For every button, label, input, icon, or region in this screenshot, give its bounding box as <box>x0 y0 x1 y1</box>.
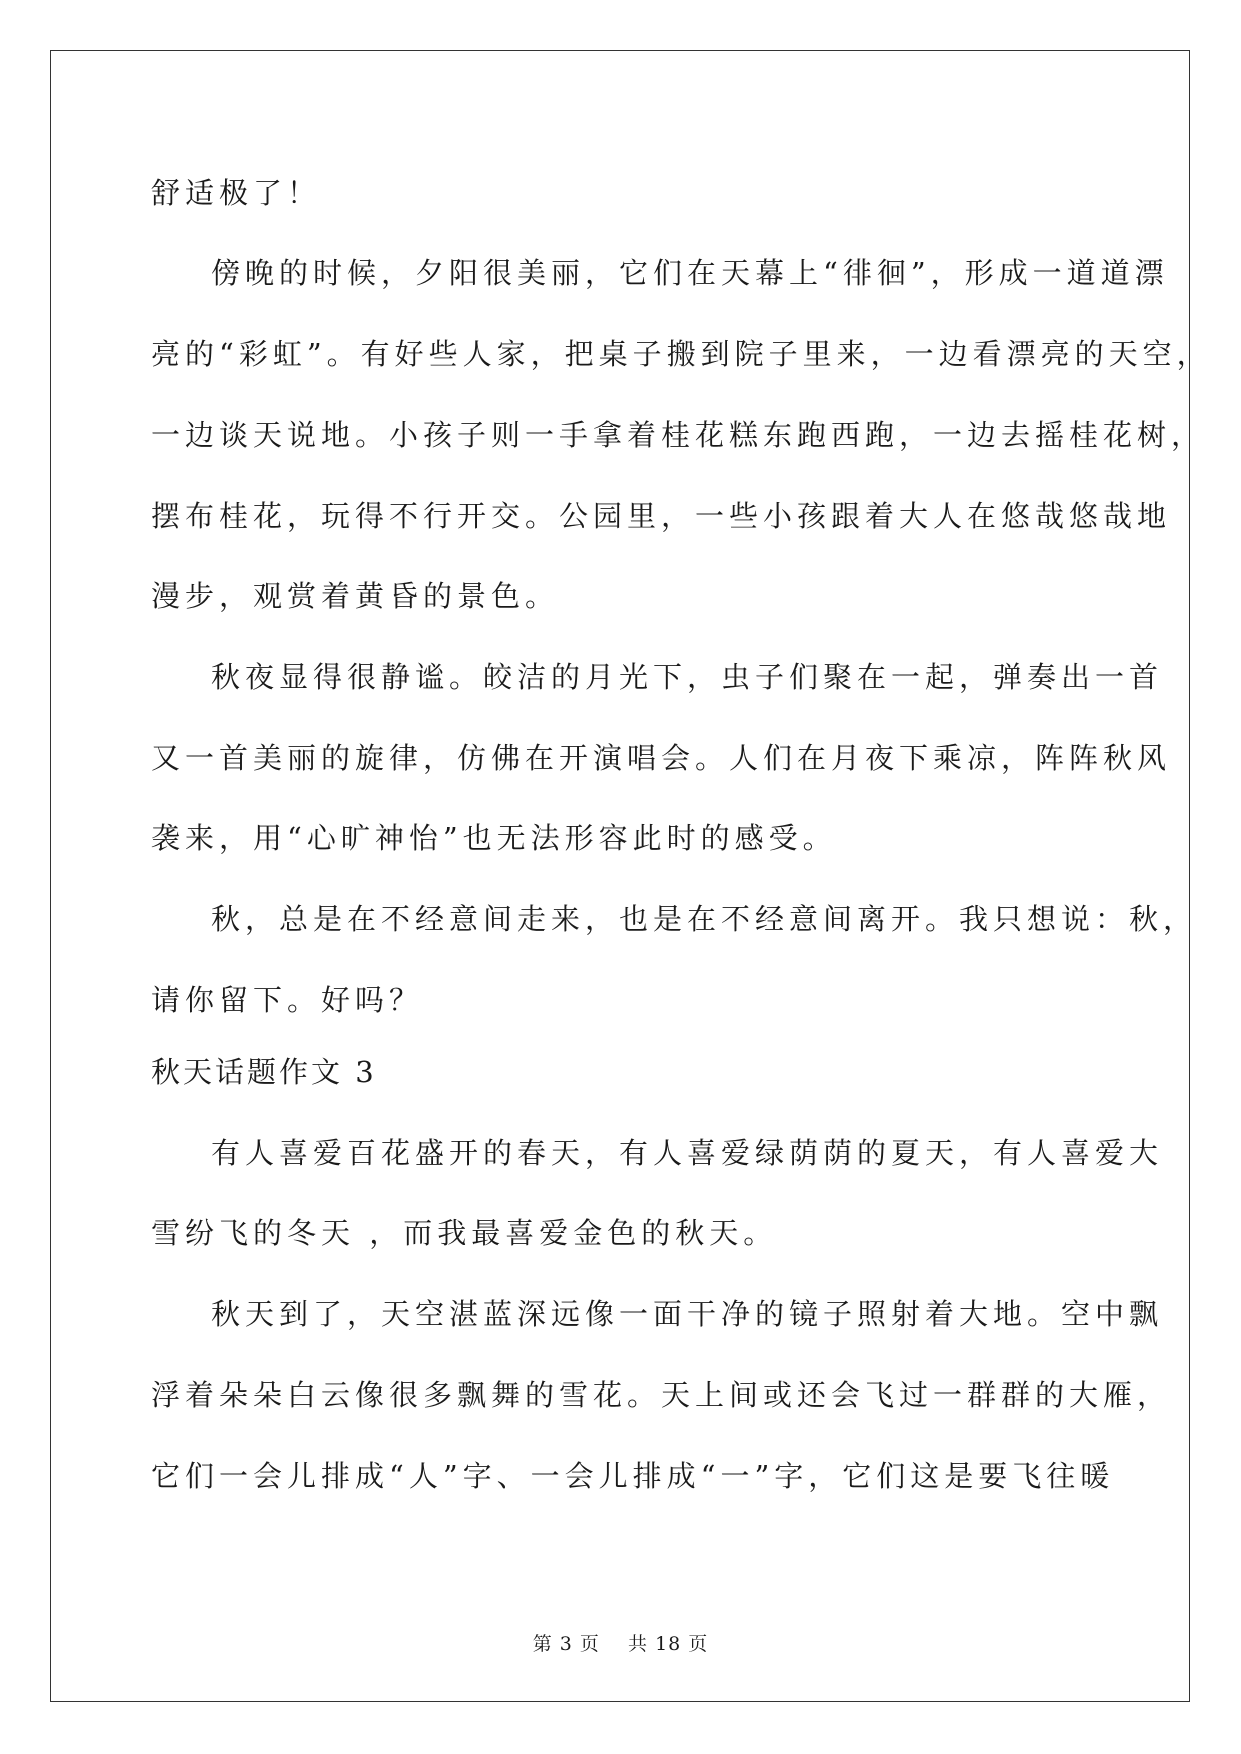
paragraph-first-line: 秋夜显得很静谧。皎洁的月光下，虫子们聚在一起，弹奏出一首 <box>211 660 1164 694</box>
page-border <box>50 50 1190 1702</box>
text-line: 雪纷飞的冬天 ，而我最喜爱金色的秋天。 <box>151 1216 778 1250</box>
text-line: 舒适极了！ <box>151 176 322 210</box>
text-line: 亮的“彩虹”。有好些人家，把桌子搬到院子里来，一边看漂亮的天空， <box>151 337 1211 371</box>
text-line: 漫步，观赏着黄昏的景色。 <box>151 579 560 613</box>
text-line: 一边谈天说地。小孩子则一手拿着桂花糕东跑西跑，一边去摇桂花树， <box>151 418 1206 452</box>
text-line: 浮着朵朵白云像很多飘舞的雪花。天上间或还会飞过一群群的大雁， <box>151 1378 1172 1412</box>
page-footer: 第 3 页 共 18 页 <box>532 1633 709 1655</box>
section-heading: 秋天话题作文 3 <box>151 1055 377 1089</box>
paragraph-first-line: 有人喜爱百花盛开的春天，有人喜爱绿荫荫的夏天，有人喜爱大 <box>211 1136 1164 1170</box>
text-line: 摆布桂花，玩得不行开交。公园里，一些小孩跟着大人在悠哉悠哉地 <box>151 499 1172 533</box>
paragraph-first-line: 秋天到了，天空湛蓝深远像一面干净的镜子照射着大地。空中飘 <box>211 1297 1164 1331</box>
text-line: 它们一会儿排成“人”字、一会儿排成“一”字，它们这是要飞往暖 <box>151 1459 1115 1493</box>
text-line: 又一首美丽的旋律，仿佛在开演唱会。人们在月夜下乘凉，阵阵秋风 <box>151 741 1172 775</box>
paragraph-first-line: 傍晚的时候，夕阳很美丽，它们在天幕上“徘徊”，形成一道道漂 <box>211 256 1169 290</box>
paragraph-first-line: 秋，总是在不经意间走来，也是在不经意间离开。我只想说：秋， <box>211 902 1198 936</box>
text-line: 请你留下。好吗？ <box>151 983 424 1017</box>
text-line: 袭来，用“心旷神怡”也无法形容此时的感受。 <box>151 821 837 855</box>
